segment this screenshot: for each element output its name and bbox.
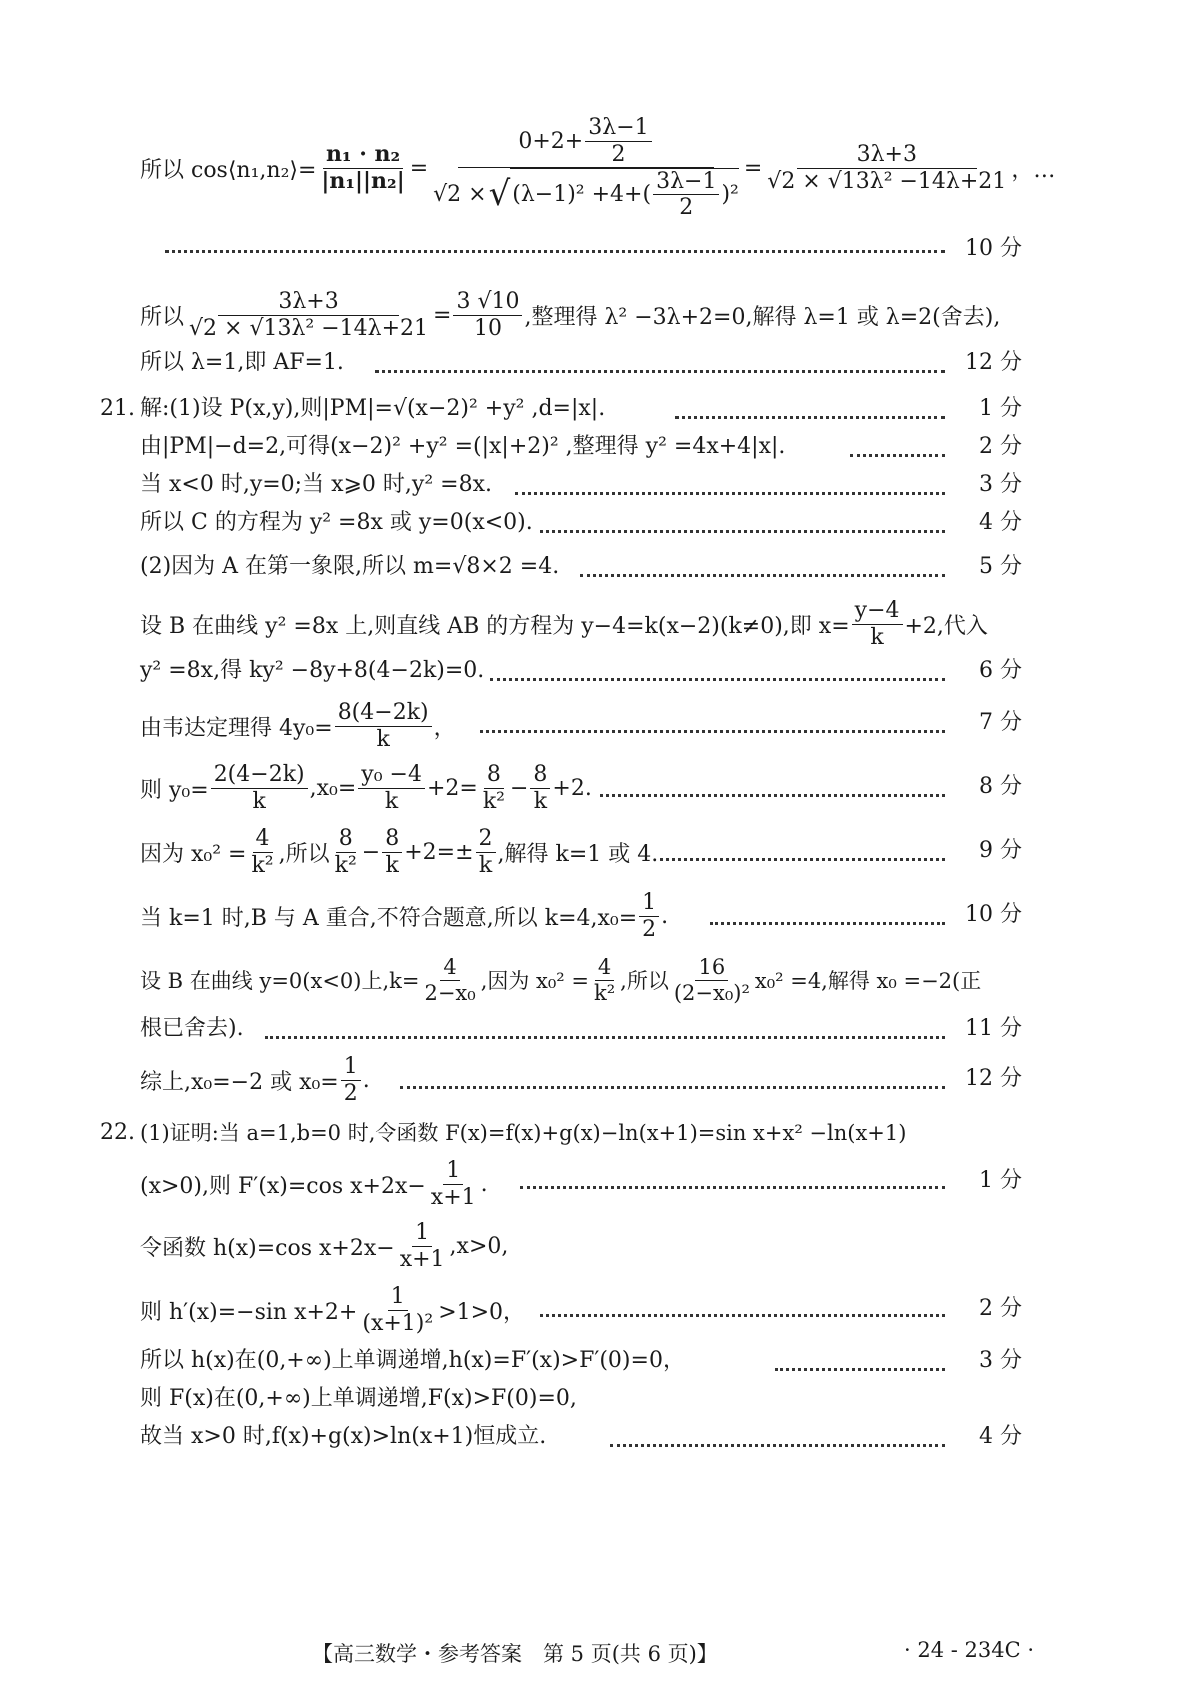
fraction-denominator: k² bbox=[251, 852, 274, 878]
score-8: 8 分 bbox=[979, 774, 1022, 799]
fraction-numerator: 1 bbox=[341, 1054, 361, 1080]
fraction bbox=[211, 762, 308, 814]
line-text: ,x>0, bbox=[449, 1233, 509, 1259]
fraction-denominator: k² bbox=[334, 852, 357, 878]
dotted-leader bbox=[490, 678, 945, 681]
solution-line bbox=[140, 1050, 370, 1110]
score-11: 11 分 bbox=[965, 1016, 1022, 1041]
solution-line: 所以 h(x)在(0,+∞)上单调递增,h(x)=F′(x)>F′(0)=0， bbox=[140, 1348, 685, 1373]
fraction bbox=[332, 826, 360, 878]
dotted-leader bbox=[400, 1086, 945, 1089]
line-text: 因为 x₀² = bbox=[140, 841, 247, 867]
fraction-expanded bbox=[430, 115, 742, 220]
dotted-leader bbox=[540, 530, 945, 533]
fraction-denominator: 2 bbox=[642, 916, 657, 942]
page-footer: 【高三数学・参考答案 第 5 页(共 6 页)】 bbox=[312, 1642, 718, 1666]
dotted-leader bbox=[375, 370, 945, 373]
fraction bbox=[480, 762, 508, 814]
dotted-leader bbox=[600, 794, 945, 797]
answer-lambda: 所以 λ=1,即 AF=1. bbox=[140, 350, 344, 375]
fraction-denominator: x+1 bbox=[399, 1246, 445, 1272]
dotted-leader bbox=[520, 1186, 945, 1189]
line-text: ,解得 k=1 或 4. bbox=[497, 841, 659, 867]
dotted-leader bbox=[165, 250, 945, 253]
fraction bbox=[382, 826, 402, 878]
fraction bbox=[428, 1158, 479, 1210]
fraction bbox=[639, 890, 659, 942]
fraction bbox=[359, 1284, 436, 1336]
fraction-denominator: (2−x₀)² bbox=[673, 980, 750, 1005]
fraction-denominator: 2 bbox=[343, 1080, 358, 1106]
fraction-numerator: 8(4−2k) bbox=[335, 700, 432, 726]
line-text: >1>0， bbox=[438, 1299, 526, 1325]
line-text: x₀² =4,解得 x₀ =−2(正 bbox=[754, 969, 982, 993]
solution-line: y² =8x,得 ky² −8y+8(4−2k)=0. bbox=[140, 658, 485, 683]
line-text: +2,代入 bbox=[904, 613, 988, 639]
fraction-denominator: |n₁||n₂| bbox=[321, 167, 405, 194]
dotted-leader bbox=[710, 922, 945, 925]
score-4: 4 分 bbox=[979, 510, 1022, 535]
line-text: − bbox=[509, 775, 529, 801]
dotted-leader bbox=[515, 492, 945, 495]
fraction-denominator: k² bbox=[594, 980, 616, 1005]
inner-numerator: 3λ−1 bbox=[585, 115, 651, 141]
score-1: 1 分 bbox=[979, 396, 1022, 421]
document-code: · 24 - 234C · bbox=[904, 1638, 1035, 1662]
fraction-numerator: 8 bbox=[530, 762, 550, 788]
fraction-numerator: 8 bbox=[382, 826, 402, 852]
fraction-normal-product bbox=[318, 142, 407, 194]
inner-fraction bbox=[585, 115, 651, 167]
solution-line: (1)证明:当 a=1,b=0 时,令函数 F(x)=f(x)+g(x)−ln(x+1)=sin x+x² −ln(x+1) bbox=[140, 1121, 907, 1145]
fraction-denominator: k bbox=[870, 624, 884, 650]
fraction-simplified bbox=[764, 142, 1009, 194]
fraction-numerator: 3λ+3 bbox=[218, 289, 398, 315]
fraction bbox=[852, 598, 903, 650]
dotted-leader bbox=[265, 1036, 945, 1039]
solution-line bbox=[140, 1216, 508, 1276]
line-text: − bbox=[361, 839, 381, 865]
solution-line: 则 F(x)在(0,+∞)上单调递增,F(x)>F(0)=0, bbox=[140, 1386, 577, 1411]
fraction-numerator: 1 bbox=[639, 890, 659, 916]
fraction bbox=[421, 955, 478, 1004]
line-text: . bbox=[362, 1067, 370, 1093]
question-number-22: 22. bbox=[100, 1120, 135, 1145]
solution-line: 解:(1)设 P(x,y),则|PM|=√(x−2)² +y² ,d=|x|. bbox=[140, 396, 606, 421]
fraction bbox=[476, 826, 496, 878]
fraction-denominator: k bbox=[376, 726, 390, 752]
fraction-denominator: k bbox=[478, 852, 493, 878]
fraction-numerator: 1 bbox=[443, 1158, 463, 1184]
fraction-numerator bbox=[458, 115, 713, 168]
dotted-leader bbox=[610, 1444, 945, 1447]
line-text: +2= bbox=[426, 775, 478, 801]
solution-line: 故当 x>0 时,f(x)+g(x)>ln(x+1)恒成立. bbox=[140, 1424, 547, 1449]
line-text: 则 h′(x)=−sin x+2+ bbox=[140, 1299, 358, 1325]
fraction-numerator: 2(4−2k) bbox=[211, 762, 308, 788]
score-1: 1 分 bbox=[979, 1168, 1022, 1193]
line-text: +2=± bbox=[404, 839, 474, 865]
score-7: 7 分 bbox=[979, 710, 1022, 735]
line-tail: ,整理得 λ² −3λ+2=0,解得 λ=1 或 λ=2(舍去), bbox=[524, 304, 1001, 330]
dotted-leader bbox=[480, 730, 945, 733]
trailing-dots: ，… bbox=[1011, 157, 1056, 183]
fraction-denominator bbox=[430, 168, 742, 221]
score-10: 10 分 bbox=[965, 902, 1022, 927]
fraction bbox=[397, 1220, 448, 1272]
solution-line bbox=[140, 1154, 488, 1214]
fraction-numerator: 2 bbox=[476, 826, 496, 852]
line-text: . bbox=[480, 1171, 488, 1197]
line-text: . bbox=[661, 903, 669, 929]
fraction bbox=[335, 700, 432, 752]
dotted-leader bbox=[675, 416, 945, 419]
expr-head: 所以 cos⟨n₁,n₂⟩= bbox=[140, 157, 317, 183]
fraction-denominator: k bbox=[385, 852, 399, 878]
fraction-numerator: 4 bbox=[253, 826, 273, 852]
inner-numerator: 3λ−1 bbox=[653, 169, 719, 195]
fraction bbox=[341, 1054, 361, 1106]
denominator-text: √2 × bbox=[433, 181, 487, 207]
line-text: +2. bbox=[552, 775, 592, 801]
dotted-leader bbox=[540, 1314, 945, 1317]
score-5: 5 分 bbox=[979, 554, 1022, 579]
line-text: ， bbox=[433, 715, 456, 741]
radicand-close: )² bbox=[721, 182, 739, 208]
fraction-denominator: 2−x₀ bbox=[424, 980, 476, 1005]
line-text: ,所以 bbox=[620, 969, 669, 993]
line-text: 设 B 在曲线 y=0(x<0)上,k= bbox=[140, 969, 420, 993]
line-head: 所以 bbox=[140, 304, 185, 330]
solution-line bbox=[140, 594, 988, 654]
line-text: 令函数 h(x)=cos x+2x− bbox=[140, 1235, 395, 1261]
fraction bbox=[671, 955, 753, 1004]
inner-fraction bbox=[653, 169, 719, 221]
fraction-denominator: x+1 bbox=[430, 1184, 476, 1210]
line-text: (x>0),则 F′(x)=cos x+2x− bbox=[140, 1173, 426, 1199]
dotted-leader bbox=[775, 1368, 945, 1371]
fraction-numerator: 3 √10 bbox=[453, 289, 522, 315]
fraction-numerator: y₀ −4 bbox=[358, 762, 425, 788]
score-12: 12 分 bbox=[965, 350, 1022, 375]
line-text: 当 k=1 时,B 与 A 重合,不符合题意,所以 k=4,x₀= bbox=[140, 905, 638, 931]
solution-line: 由|PM|−d=2,可得(x−2)² +y² =(|x|+2)² ,整理得 y² =4x+4|x|. bbox=[140, 434, 786, 459]
numerator-text: 0+2+ bbox=[518, 128, 584, 154]
fraction-numerator: 4 bbox=[440, 955, 459, 980]
fraction-denominator: k bbox=[252, 788, 266, 814]
fraction-denominator: 10 bbox=[473, 315, 502, 341]
line-text: 由韦达定理得 4y₀= bbox=[140, 715, 333, 741]
fraction bbox=[591, 955, 618, 1004]
score-3: 3 分 bbox=[979, 1348, 1022, 1373]
solution-line bbox=[140, 948, 981, 1012]
score-3: 3 分 bbox=[979, 472, 1022, 497]
equals-sign: = bbox=[433, 302, 452, 328]
radicand-text: (λ−1)² +4+( bbox=[512, 182, 652, 208]
score-10: 10 分 bbox=[965, 236, 1022, 261]
fraction bbox=[248, 826, 276, 878]
fraction-numerator: n₁ · n₂ bbox=[323, 142, 403, 168]
fraction-numerator: 1 bbox=[388, 1284, 408, 1310]
inner-denominator: 2 bbox=[679, 195, 694, 221]
solution-line bbox=[140, 822, 658, 882]
score-6: 6 分 bbox=[979, 658, 1022, 683]
radical-sign: √ bbox=[488, 173, 511, 214]
fraction-denominator: k² bbox=[482, 788, 505, 814]
question-number-21: 21. bbox=[100, 396, 135, 421]
dotted-leader bbox=[850, 454, 945, 457]
score-4: 4 分 bbox=[979, 1424, 1022, 1449]
score-9: 9 分 bbox=[979, 838, 1022, 863]
fraction-simplified bbox=[186, 289, 431, 341]
radicand bbox=[510, 168, 739, 221]
fraction-numerator: 16 bbox=[695, 955, 728, 980]
solution-line: 根已舍去). bbox=[140, 1016, 244, 1041]
fraction-denominator: k bbox=[384, 788, 399, 814]
fraction bbox=[530, 762, 550, 814]
dotted-leader bbox=[660, 858, 945, 861]
line-text: 设 B 在曲线 y² =8x 上,则直线 AB 的方程为 y−4=k(x−2)(k≠0),即 x= bbox=[140, 613, 850, 639]
line-text: ,所以 bbox=[278, 841, 330, 867]
solution-line: 当 x<0 时,y=0;当 x⩾0 时,y² =8x. bbox=[140, 472, 492, 497]
fraction-denominator: k bbox=[533, 788, 548, 814]
dotted-leader bbox=[580, 574, 945, 577]
fraction-denominator: √2 × √13λ² −14λ+21 bbox=[189, 315, 429, 341]
cos-angle-expression bbox=[140, 115, 1056, 221]
solution-line bbox=[140, 696, 456, 756]
score-12: 12 分 bbox=[965, 1066, 1022, 1091]
line-text: ,x₀= bbox=[309, 775, 357, 801]
score-2: 2 分 bbox=[979, 434, 1022, 459]
fraction-value bbox=[453, 289, 522, 341]
fraction-numerator: 8 bbox=[336, 826, 356, 852]
solution-line bbox=[140, 886, 668, 946]
solution-line: 所以 C 的方程为 y² =8x 或 y=0(x<0). bbox=[140, 510, 533, 535]
equals-sign: = bbox=[409, 155, 429, 181]
score-2: 2 分 bbox=[979, 1296, 1022, 1321]
inner-denominator: 2 bbox=[611, 141, 626, 167]
solution-line bbox=[140, 758, 592, 818]
fraction bbox=[358, 762, 425, 814]
cos-equation-line bbox=[140, 280, 1000, 350]
fraction-numerator: 1 bbox=[412, 1220, 432, 1246]
fraction-numerator: 8 bbox=[484, 762, 504, 788]
fraction-numerator: y−4 bbox=[852, 598, 903, 624]
fraction-numerator: 3λ+3 bbox=[797, 142, 977, 168]
fraction-denominator: (x+1)² bbox=[362, 1310, 434, 1336]
line-text: ,因为 x₀² = bbox=[480, 969, 589, 993]
line-text: 则 y₀= bbox=[140, 777, 209, 803]
fraction-numerator: 4 bbox=[595, 955, 614, 980]
solution-line: (2)因为 A 在第一象限,所以 m=√8×2 =4. bbox=[140, 554, 560, 579]
line-text: 综上,x₀=−2 或 x₀= bbox=[140, 1069, 339, 1095]
solution-line bbox=[140, 1280, 525, 1340]
fraction-denominator: √2 × √13λ² −14λ+21 bbox=[767, 168, 1007, 194]
equals-sign: = bbox=[743, 155, 763, 181]
